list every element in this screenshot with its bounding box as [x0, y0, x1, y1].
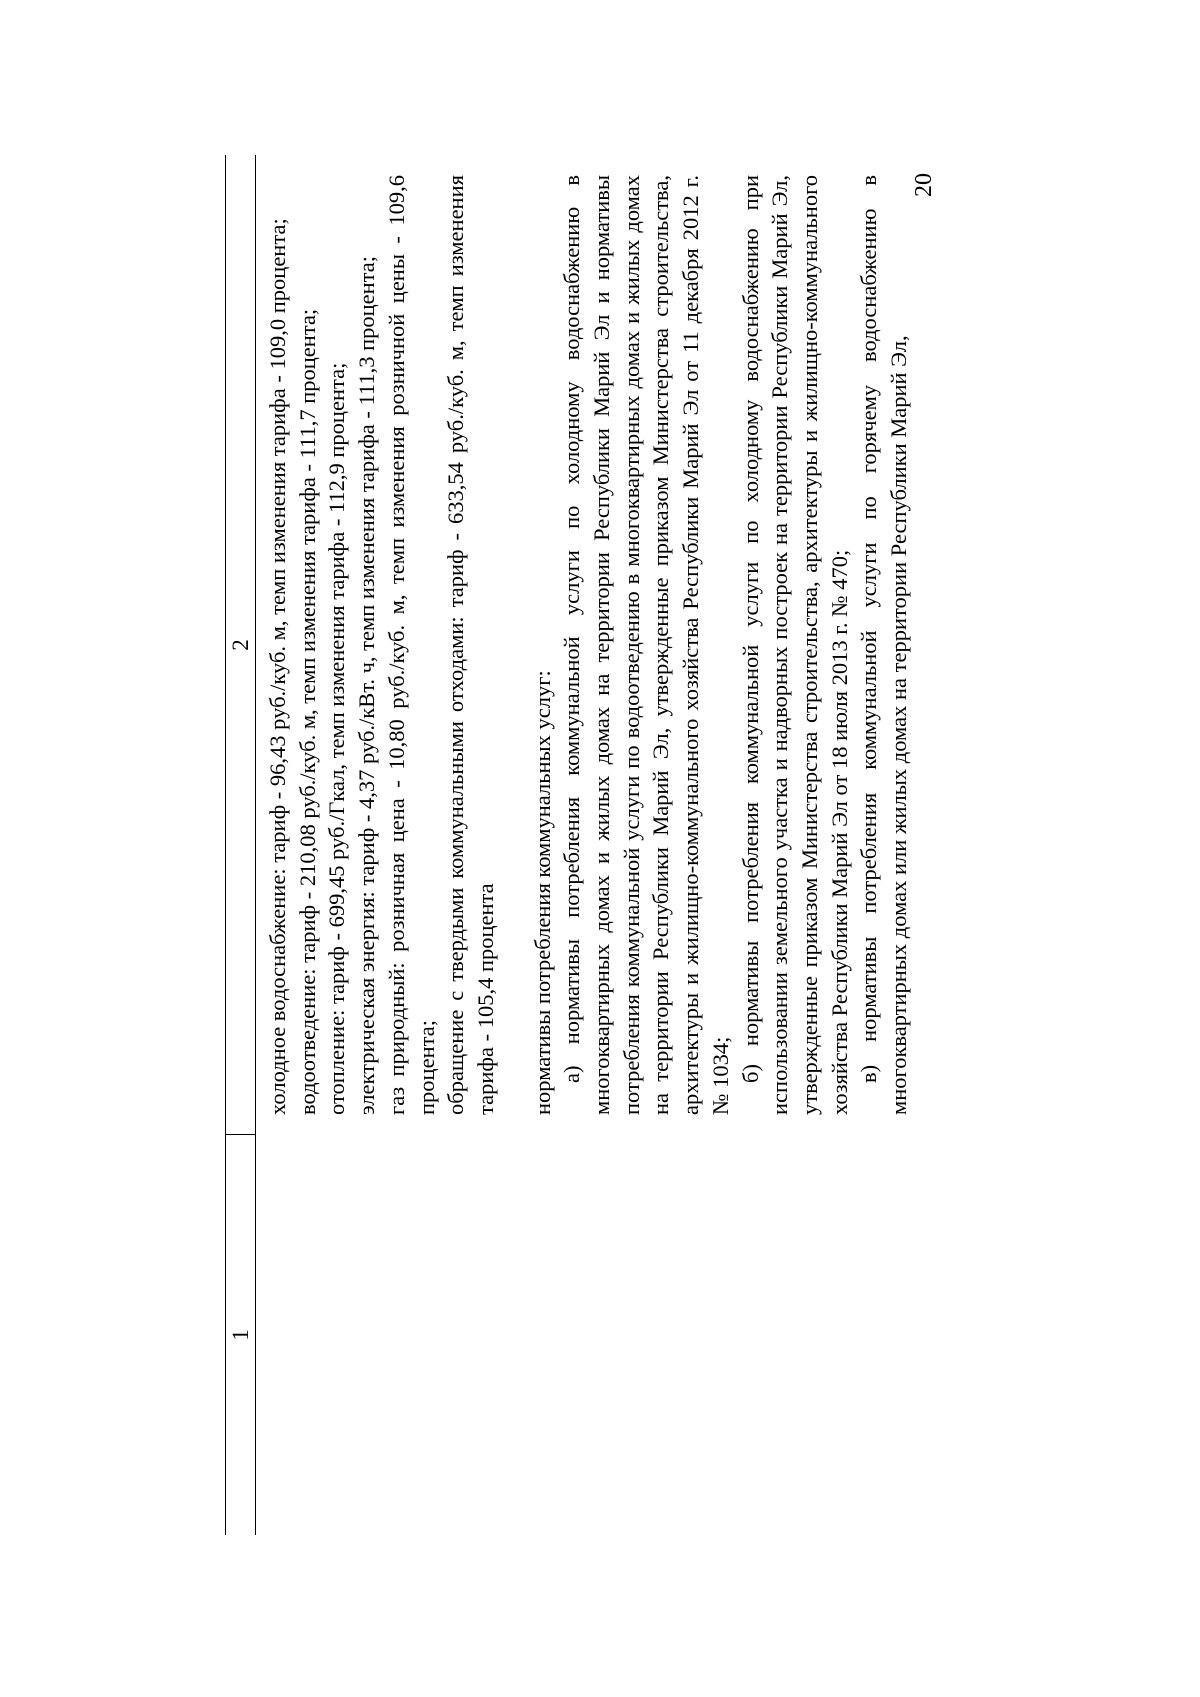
norms-heading: нормативы потребления коммунальных услуг:: [529, 670, 555, 1115]
column-1-header: 1: [228, 1329, 253, 1341]
page-number: 20: [911, 173, 937, 197]
tariff-electricity: электрическая энергия: тариф - 4,37 руб./кВт. ч, темп изменения тарифа - 111,3 процента;: [354, 255, 380, 1115]
norm-item-v: в) нормативы потребления коммунальной услуги по горячему водоснабжению в многоквартирных домах или жилых домах на территории Республики Марий Эл,: [856, 175, 912, 1115]
tariff-sewerage: водоотведение: тариф - 210,08 руб./куб. м, темп изменения тарифа - 111,7 процента;: [294, 308, 320, 1115]
column-2-header: 2: [228, 639, 253, 651]
tariff-heating: отопление: тариф - 699,45 руб./Гкал, темп изменения тарифа - 112,9 процента;: [324, 362, 350, 1115]
tariff-cold-water: холодное водоснабжение: тариф - 96,43 руб./куб. м, темп изменения тарифа - 109,0 процента;: [265, 218, 290, 1115]
tariff-natural-gas: газ природный: розничная цена - 10,80 руб./куб. м, темп изменения розничной цены - 109,6 процента;: [383, 175, 439, 1115]
table-top-border: [225, 155, 226, 1535]
table-header-border: [255, 155, 256, 1535]
document-table: [225, 155, 1025, 1535]
tariff-solid-waste: обращение с твердыми коммунальными отходами: тариф - 633,54 руб./куб. м, темп изменения тарифа - 105,4 процента: [443, 175, 498, 1115]
norm-item-a: а) нормативы потребления коммунальной услуги по холодному водоснабжению в многоквартирных домах и жилых домах на территории Республики Марий Эл и нормативы потребления коммунальной услуги по водоотведению в многоквартирных домах и жилых домах на территории Республики Марий Эл, утвержденные приказом Министерства строительства, архитектуры и жилищно-коммунального хозяйства Республики Марий Эл от 11 декабря 2012 г. № 1034;: [559, 175, 733, 1115]
column-2-content: [263, 175, 914, 1115]
norm-item-b: б) нормативы потребления коммунальной услуги по холодному водоснабжению при использовании земельного участка и надворных построек на территории Республики Марий Эл, утвержденные приказом Министерства строительства, архитектуры и жилищно-коммунального хозяйства Республики Марий Эл от 18 июля 2013 г. № 470;: [737, 175, 852, 1115]
